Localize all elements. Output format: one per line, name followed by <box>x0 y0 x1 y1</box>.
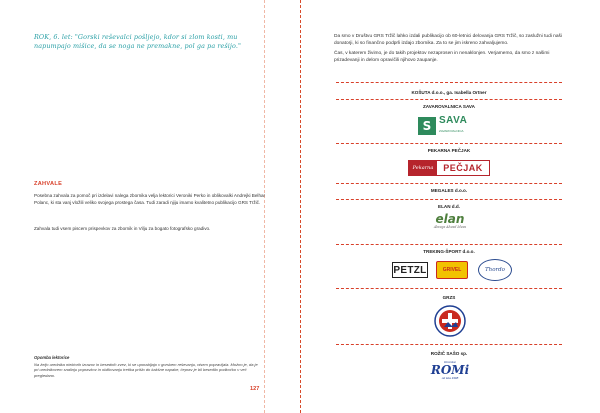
donors-intro-paragraph-1: Da smo v Društvu GRS Tržič lahko izdali publikacijo ob 60-letnici delovanja GRS Tržič, so zaslužni tudi naši donatorji, ki so finančno podprli izdajo zbornika. Za to se jim iskreno zahvaljujemo. <box>334 34 562 46</box>
sponsor-name: TREKING-ŠPORT d.o.o. <box>423 249 475 254</box>
sponsor-name: ELAN d.d. <box>438 204 460 209</box>
sponsor-divider <box>336 288 562 289</box>
sponsor-divider <box>336 143 562 144</box>
sponsor-name: MEGALES d.o.o. <box>430 188 468 193</box>
pecjak-wordmark: PEČJAK <box>437 161 489 175</box>
romi-top-text: Dimnikar <box>444 360 456 364</box>
acknowledgements-paragraph-1: Posebna zahvala za pomoč pri izdelavi nalega zbornika velja lektorici Veroniki Perko in oblikovalki Andrejki Belhar Polanc, ki sta vanj vložili veliko svojega prostega časa. Tudi zaradi njiju imamo kvalitetno publikacijo GRS Tržič. <box>34 193 266 205</box>
pecjak-script: Pekarna <box>409 161 437 175</box>
sava-logo <box>418 115 482 137</box>
elan-tagline: Always Ahead Ideas <box>433 225 467 229</box>
donors-intro-paragraph-2: Čas, v katerem živimo, je do takih projektov nezaprosen in nenaklonjen. Verjamemo, da smo z našimi prizadevanji in delom opravičili njihovo zaupanje. <box>334 51 550 63</box>
grzs-emblem-icon <box>434 305 466 337</box>
sponsor-name: ZAVAROVALNICA SAVA <box>423 104 475 109</box>
sponsor-name: ROŽIČ SAŠO sp. <box>430 351 468 356</box>
sponsor-divider <box>336 199 562 200</box>
romi-logo <box>430 360 470 384</box>
sponsor-divider <box>336 82 562 83</box>
sava-mark-icon: S <box>418 117 436 135</box>
sponsor-divider <box>336 244 562 245</box>
acknowledgements-paragraph-2: Zahvala tudi vsem piscem prispevkov za zbornik in Vilju za bogato fotografsko gradivo. <box>34 226 211 231</box>
acknowledgements-heading: ZAHVALE <box>34 181 63 187</box>
sava-subtitle: ZAVAROVALNICA <box>439 129 464 133</box>
sponsor-name: KOŠUTA d.o.o., ga. Isabella Ortner <box>411 90 487 95</box>
petzl-logo: PETZL <box>392 262 428 278</box>
editor-note-text: Na željo urednika niektorih izrazov in besednih zvez, ki se uporabljajo v gorskem reševanju, nisem popravljala. Možno je, da je pri urednikovem snalinju popravkov in oblikovanju tretika prišlo do kakšne napake, čeprav je bil besedilo podkoćko v več pregledano. <box>34 362 258 378</box>
romi-wordmark: ROMi <box>430 363 470 377</box>
pecjak-logo <box>408 160 490 176</box>
sponsor-divider <box>336 183 562 184</box>
sava-wordmark: SAVA <box>439 115 468 126</box>
sponsor-name: PEKARNA PEČJAK <box>427 148 471 153</box>
donors-intro <box>334 33 572 67</box>
sponsor-divider <box>336 99 562 100</box>
thordo-logo: Thordo <box>478 259 512 281</box>
sponsor-name: GRZS <box>442 295 456 300</box>
page-number: 127 <box>250 386 260 392</box>
elan-logo <box>426 214 474 234</box>
romi-bottom-text: od leta 1998 <box>441 376 459 380</box>
child-quote: ROK, 6. let: "Gorski reševalci pošljejo, kdor si zlom kosti, mu napumpajo mišice, da se noga ne premakne, pol ga pa rešijo." <box>34 33 242 50</box>
elan-wordmark: elan <box>435 212 465 226</box>
grivel-logo: GRIVEL <box>436 261 468 279</box>
right-page <box>300 0 600 413</box>
sponsor-divider <box>336 344 562 345</box>
editor-note-label: Opomba lektorice <box>34 355 70 360</box>
